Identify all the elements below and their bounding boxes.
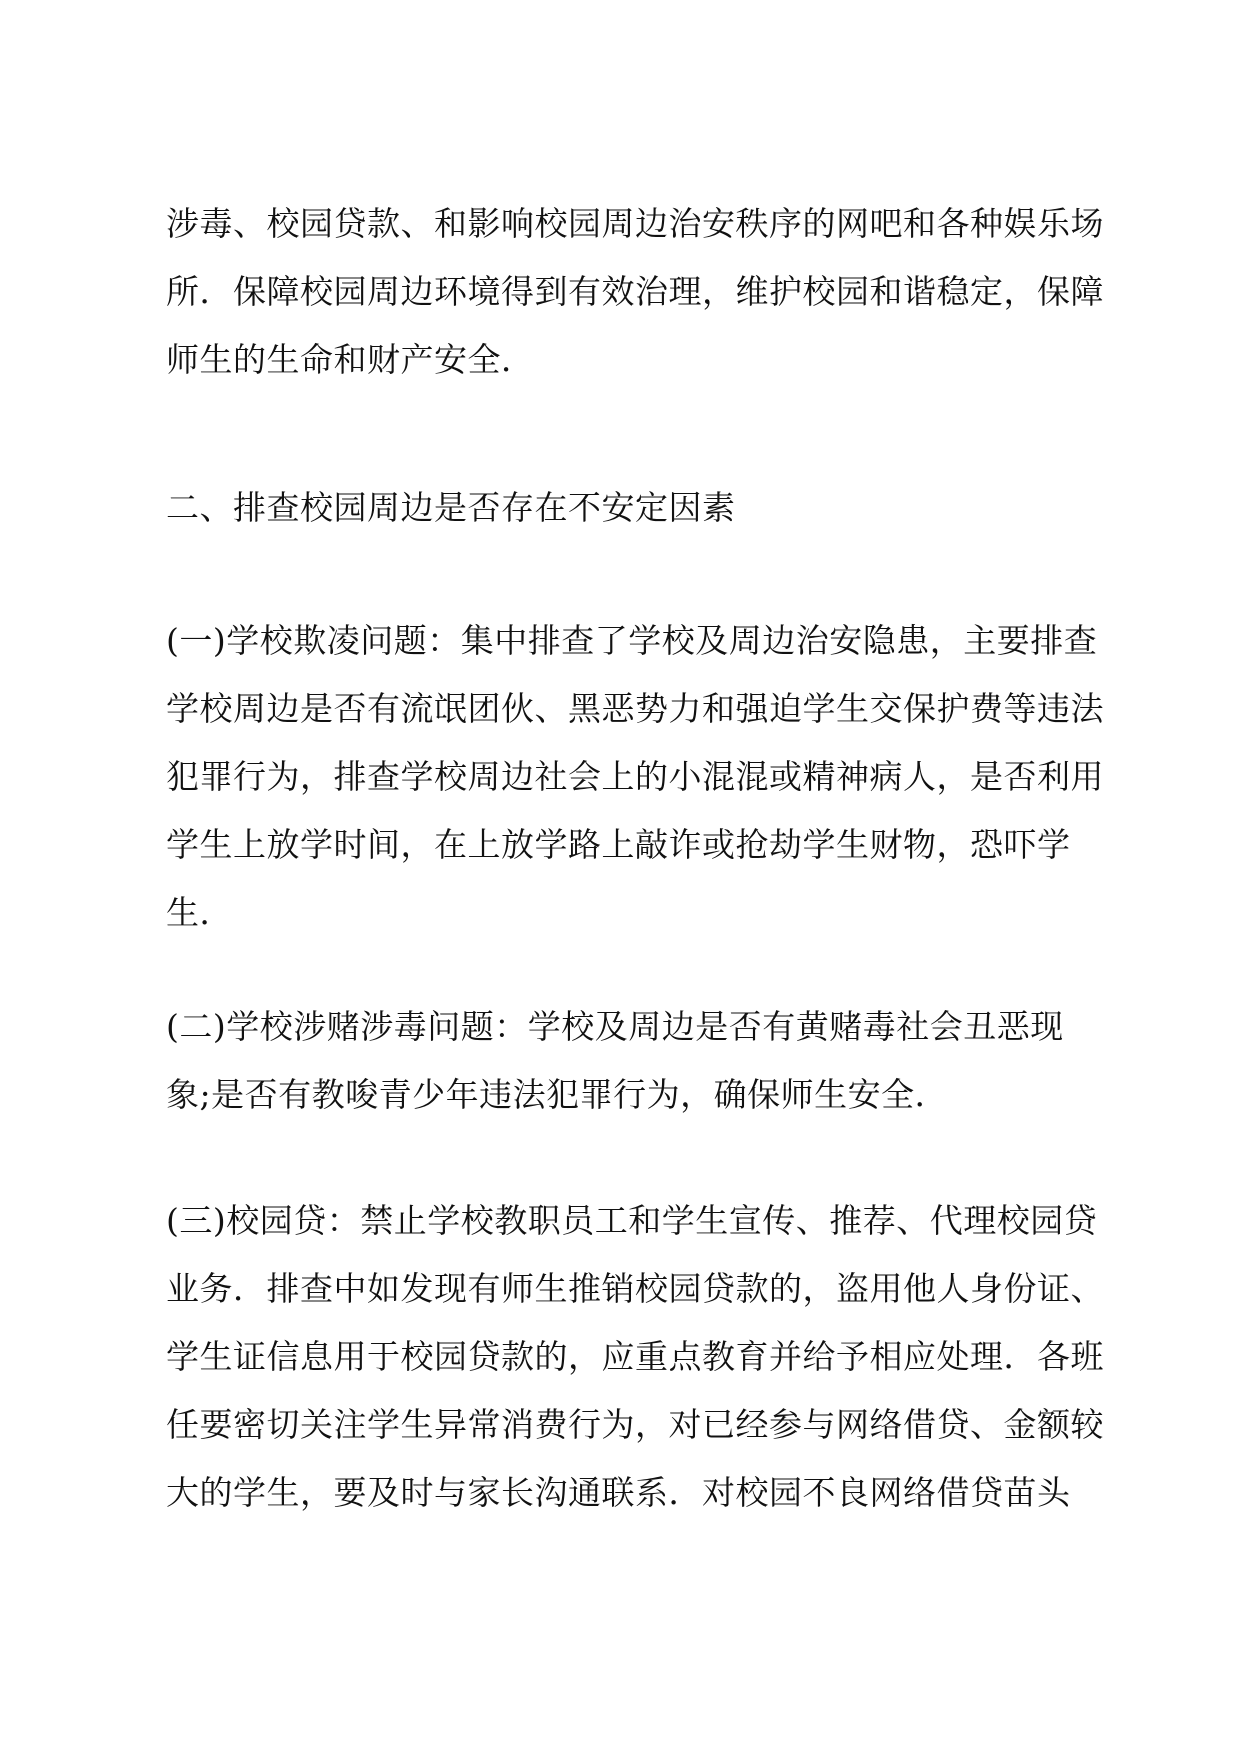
paragraph-item-1 (166, 607, 1104, 947)
text-line: 学生上放学时间，在上放学路上敲诈或抢劫学生财物，恐吓学 (166, 825, 1071, 864)
text-line: 象;是否有教唆青少年违法犯罪行为，确保师生安全． (166, 1075, 949, 1114)
text-line: 犯罪行为，排查学校周边社会上的小混混或精神病人，是否利用 (166, 757, 1104, 796)
text-line: 二、排查校园周边是否存在不安定因素 (166, 488, 736, 527)
text-line: 师生的生命和财产安全． (166, 340, 535, 379)
text-line: 学生证信息用于校园贷款的，应重点教育并给予相应处理．各班 (166, 1337, 1104, 1376)
text-line: (三)校园贷：禁止学校教职员工和学生宣传、推荐、代理校园贷 (166, 1201, 1098, 1240)
paragraph-intro (166, 190, 1104, 394)
text-line: 任要密切关注学生异常消费行为，对已经参与网络借贷、金额较 (166, 1405, 1104, 1444)
text-line: 学校周边是否有流氓团伙、黑恶势力和强迫学生交保护费等违法 (166, 689, 1104, 728)
section-heading (166, 474, 1096, 542)
text-line: (二)学校涉赌涉毒问题：学校及周边是否有黄赌毒社会丑恶现 (166, 1007, 1064, 1046)
text-line: 生． (166, 893, 233, 932)
text-line: 所．保障校园周边环境得到有效治理，维护校园和谐稳定，保障 (166, 272, 1104, 311)
text-line: (一)学校欺凌问题：集中排查了学校及周边治安隐患，主要排查 (166, 621, 1098, 660)
text-line: 涉毒、校园贷款、和影响校园周边治安秩序的网吧和各种娱乐场 (166, 204, 1104, 243)
text-line: 大的学生，要及时与家长沟通联系．对校园不良网络借贷苗头 (166, 1473, 1071, 1512)
text-line: 业务．排查中如发现有师生推销校园贷款的，盗用他人身份证、 (166, 1269, 1104, 1308)
paragraph-item-2 (166, 993, 1096, 1129)
paragraph-item-3 (166, 1187, 1104, 1527)
